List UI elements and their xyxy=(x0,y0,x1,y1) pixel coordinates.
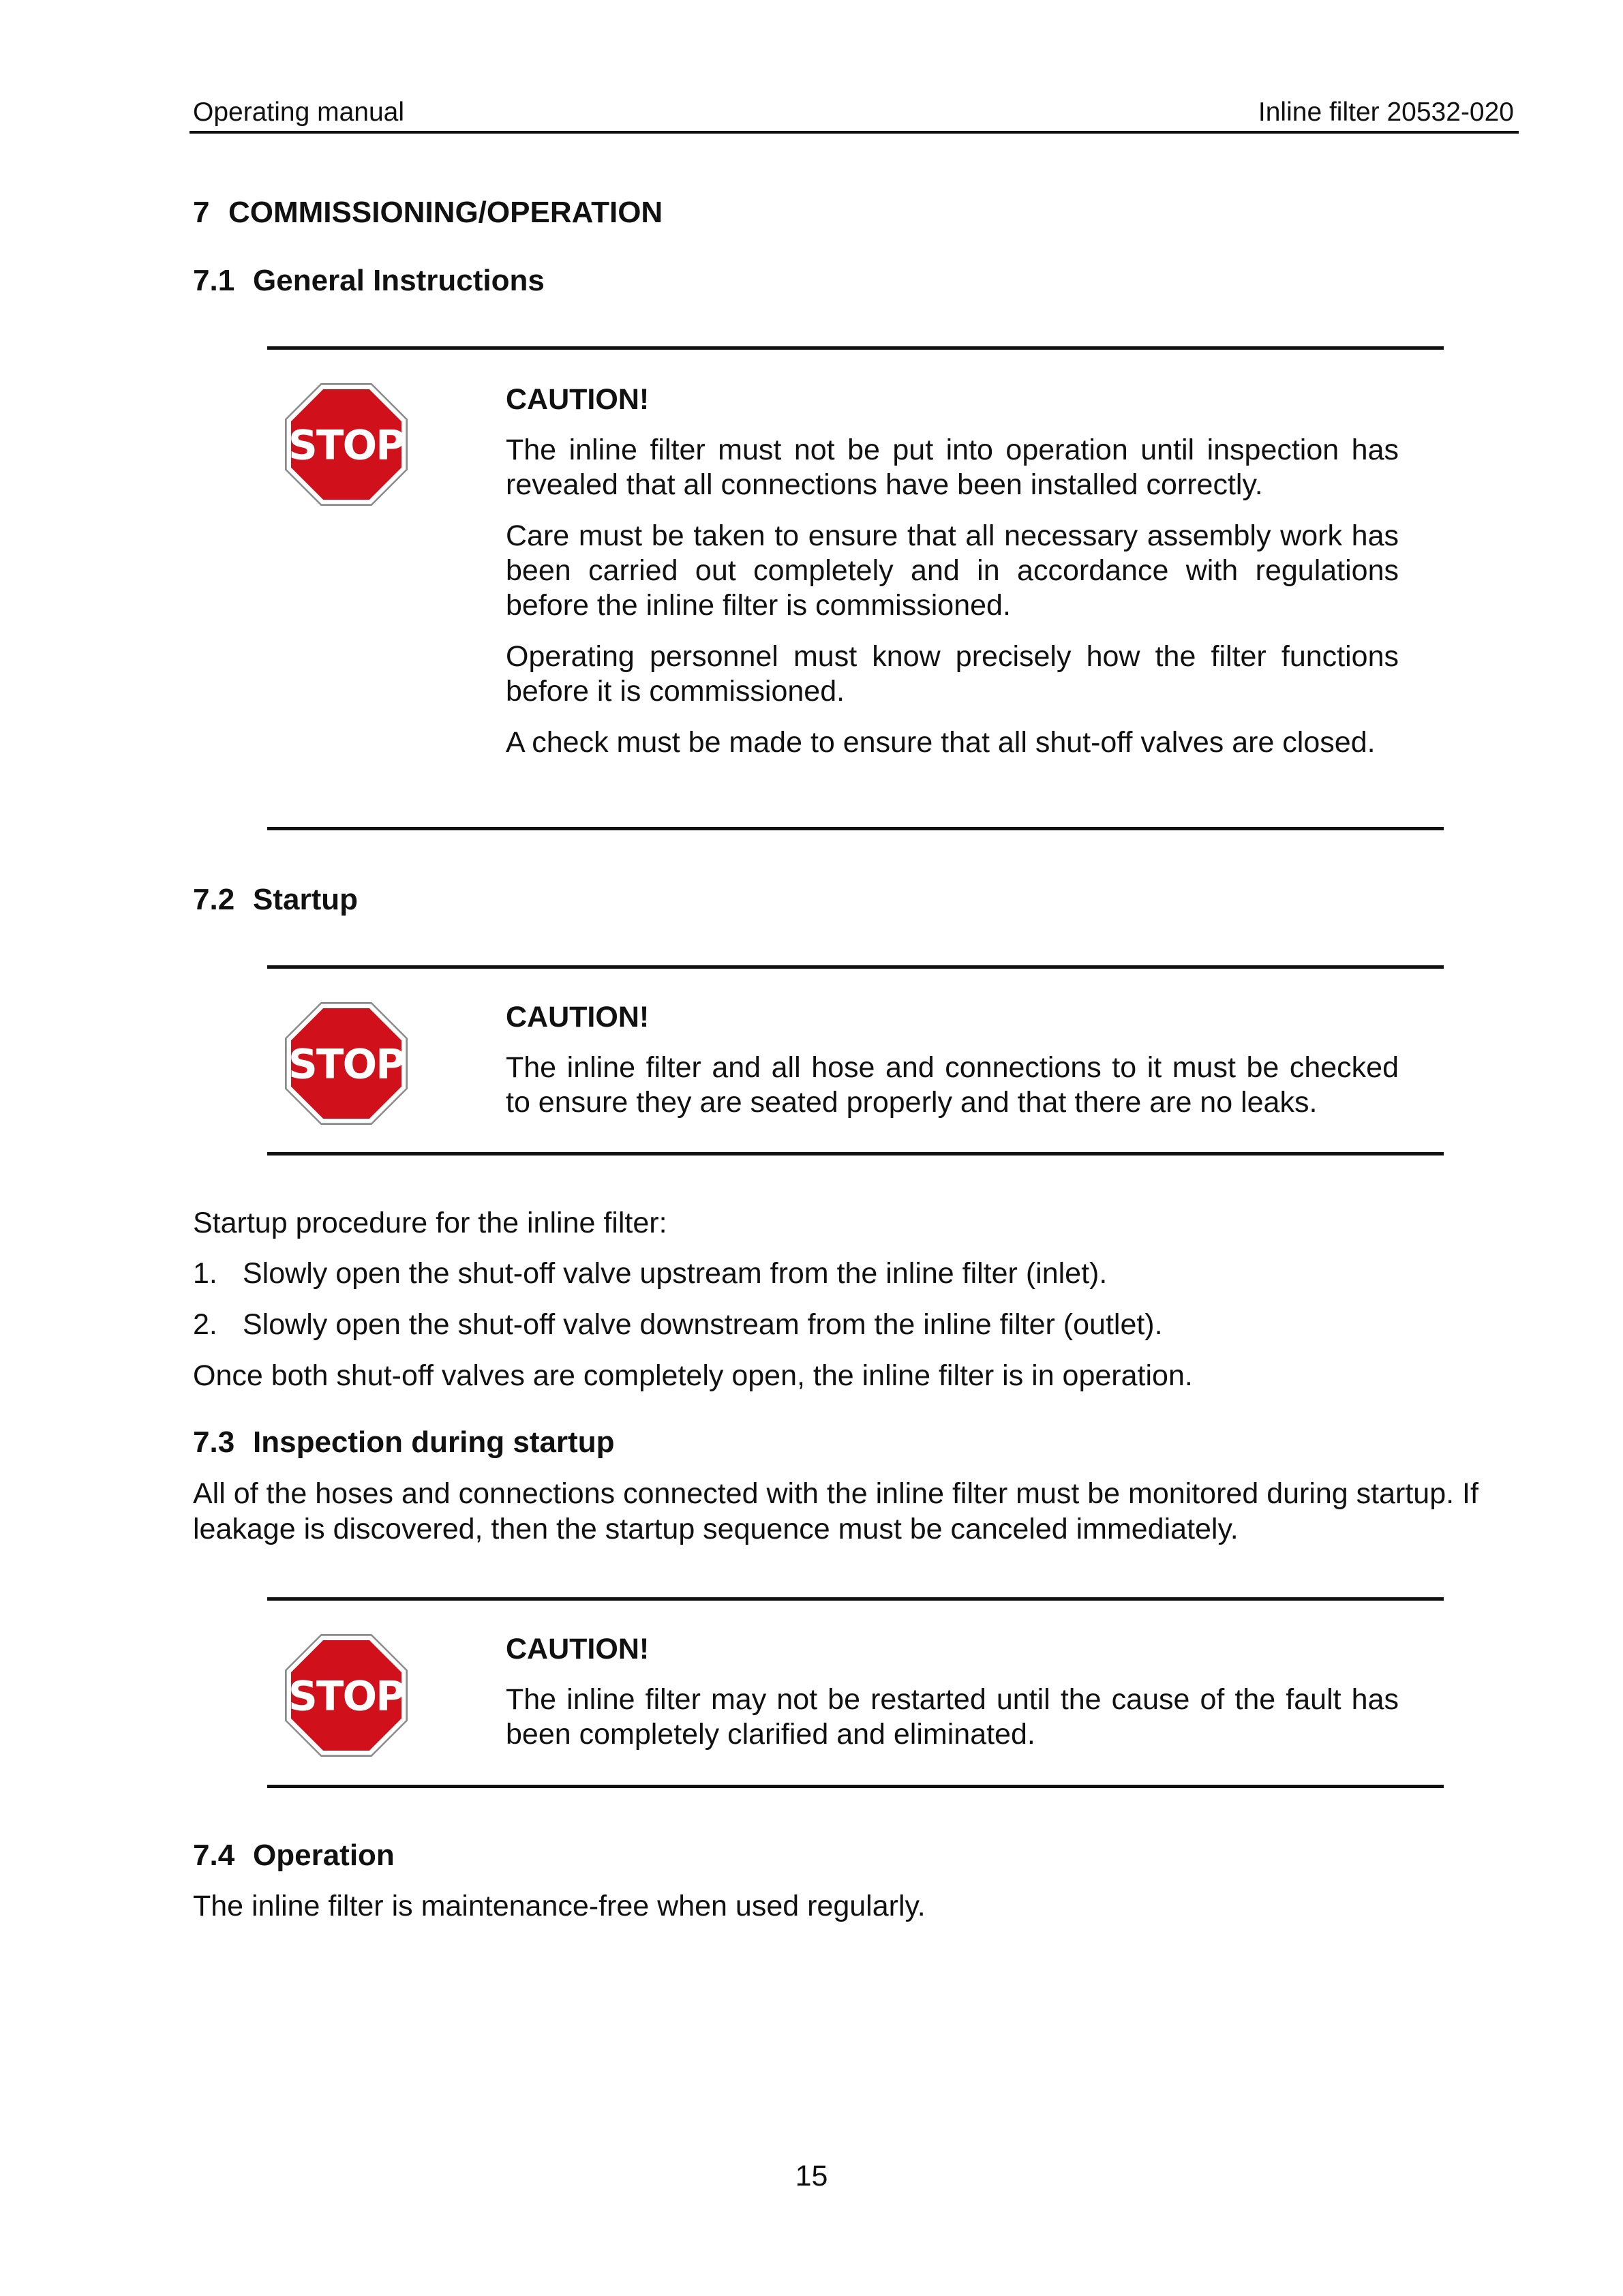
startup-outro: Once both shut-off valves are completely open, the inline filter is in operation. xyxy=(193,1359,1193,1392)
caution-paragraph: The inline filter may not be restarted until the cause of the fault has been completely clarified and eliminated. xyxy=(506,1683,1399,1751)
list-item-text: Slowly open the shut-off valve downstream from the inline filter (outlet). xyxy=(243,1308,1163,1341)
caution-paragraph: Care must be taken to ensure that all necessary assembly work has been carried out completely and in accordance with regulations before the inline filter is commissioned. xyxy=(506,519,1399,622)
list-item-number: 1. xyxy=(193,1257,217,1290)
section-number: 7.4 xyxy=(193,1839,235,1872)
list-item xyxy=(193,1256,1107,1291)
section-heading-7-2 xyxy=(193,881,358,919)
stop-sign-text: STOP xyxy=(288,422,405,470)
section-number: 7.3 xyxy=(193,1425,235,1459)
caution-body xyxy=(506,433,1399,776)
list-item-text: Slowly open the shut-off valve upstream from the inline filter (inlet). xyxy=(243,1257,1108,1290)
caution-rule-bottom xyxy=(267,827,1444,830)
caution-rule-top xyxy=(267,1597,1444,1601)
caution-rule-bottom xyxy=(267,1785,1444,1788)
caution-title: CAUTION! xyxy=(506,1633,650,1665)
section-number: 7.2 xyxy=(193,883,235,916)
chapter-heading xyxy=(193,194,663,232)
list-item-number: 2. xyxy=(193,1308,217,1341)
caution-rule-top xyxy=(267,346,1444,350)
caution-rule-top xyxy=(267,965,1444,969)
section-title: General Instructions xyxy=(253,264,545,297)
caution-body xyxy=(506,1051,1399,1136)
inspection-text: All of the hoses and connections connected with the inline filter must be monitored during startup. If leakage is discovered, then the startup sequence must be canceled immediately. xyxy=(193,1477,1478,1545)
section-heading-7-4 xyxy=(193,1837,395,1875)
caution-paragraph: Operating personnel must know precisely how the filter functions before it is commissioned. xyxy=(506,640,1399,708)
caution-title: CAUTION! xyxy=(506,1001,650,1033)
caution-title: CAUTION! xyxy=(506,383,650,416)
startup-intro: Startup procedure for the inline filter: xyxy=(193,1207,667,1239)
section-heading-7-1 xyxy=(193,262,545,300)
section-heading-7-3 xyxy=(193,1423,614,1462)
stop-sign-icon xyxy=(285,1002,408,1125)
list-item xyxy=(193,1307,1163,1342)
operation-text: The inline filter is maintenance-free when used regularly. xyxy=(193,1890,926,1922)
section-number: 7.1 xyxy=(193,264,235,297)
caution-body xyxy=(506,1682,1399,1768)
page-number: 15 xyxy=(795,2160,828,2192)
header-rule xyxy=(189,131,1519,134)
chapter-number: 7 xyxy=(193,196,210,229)
caution-rule-bottom xyxy=(267,1152,1444,1155)
section-title: Startup xyxy=(253,883,358,916)
caution-paragraph: The inline filter must not be put into operation until inspection has revealed that all connections have been installed correctly. xyxy=(506,434,1399,501)
caution-paragraph: A check must be made to ensure that all shut-off valves are closed. xyxy=(506,726,1376,759)
header-right: Inline filter 20532-020 xyxy=(1258,97,1514,127)
header-left: Operating manual xyxy=(193,97,405,127)
stop-sign-icon xyxy=(285,383,408,506)
stop-sign-icon xyxy=(285,1634,408,1757)
section-title: Operation xyxy=(253,1839,395,1872)
caution-paragraph: The inline filter and all hose and connections to it must be checked to ensure they are seated properly and that there are no leaks. xyxy=(506,1051,1399,1119)
section-title: Inspection during startup xyxy=(253,1425,615,1459)
chapter-title: COMMISSIONING/OPERATION xyxy=(228,196,663,229)
stop-sign-text: STOP xyxy=(288,1041,405,1089)
stop-sign-text: STOP xyxy=(288,1673,405,1721)
